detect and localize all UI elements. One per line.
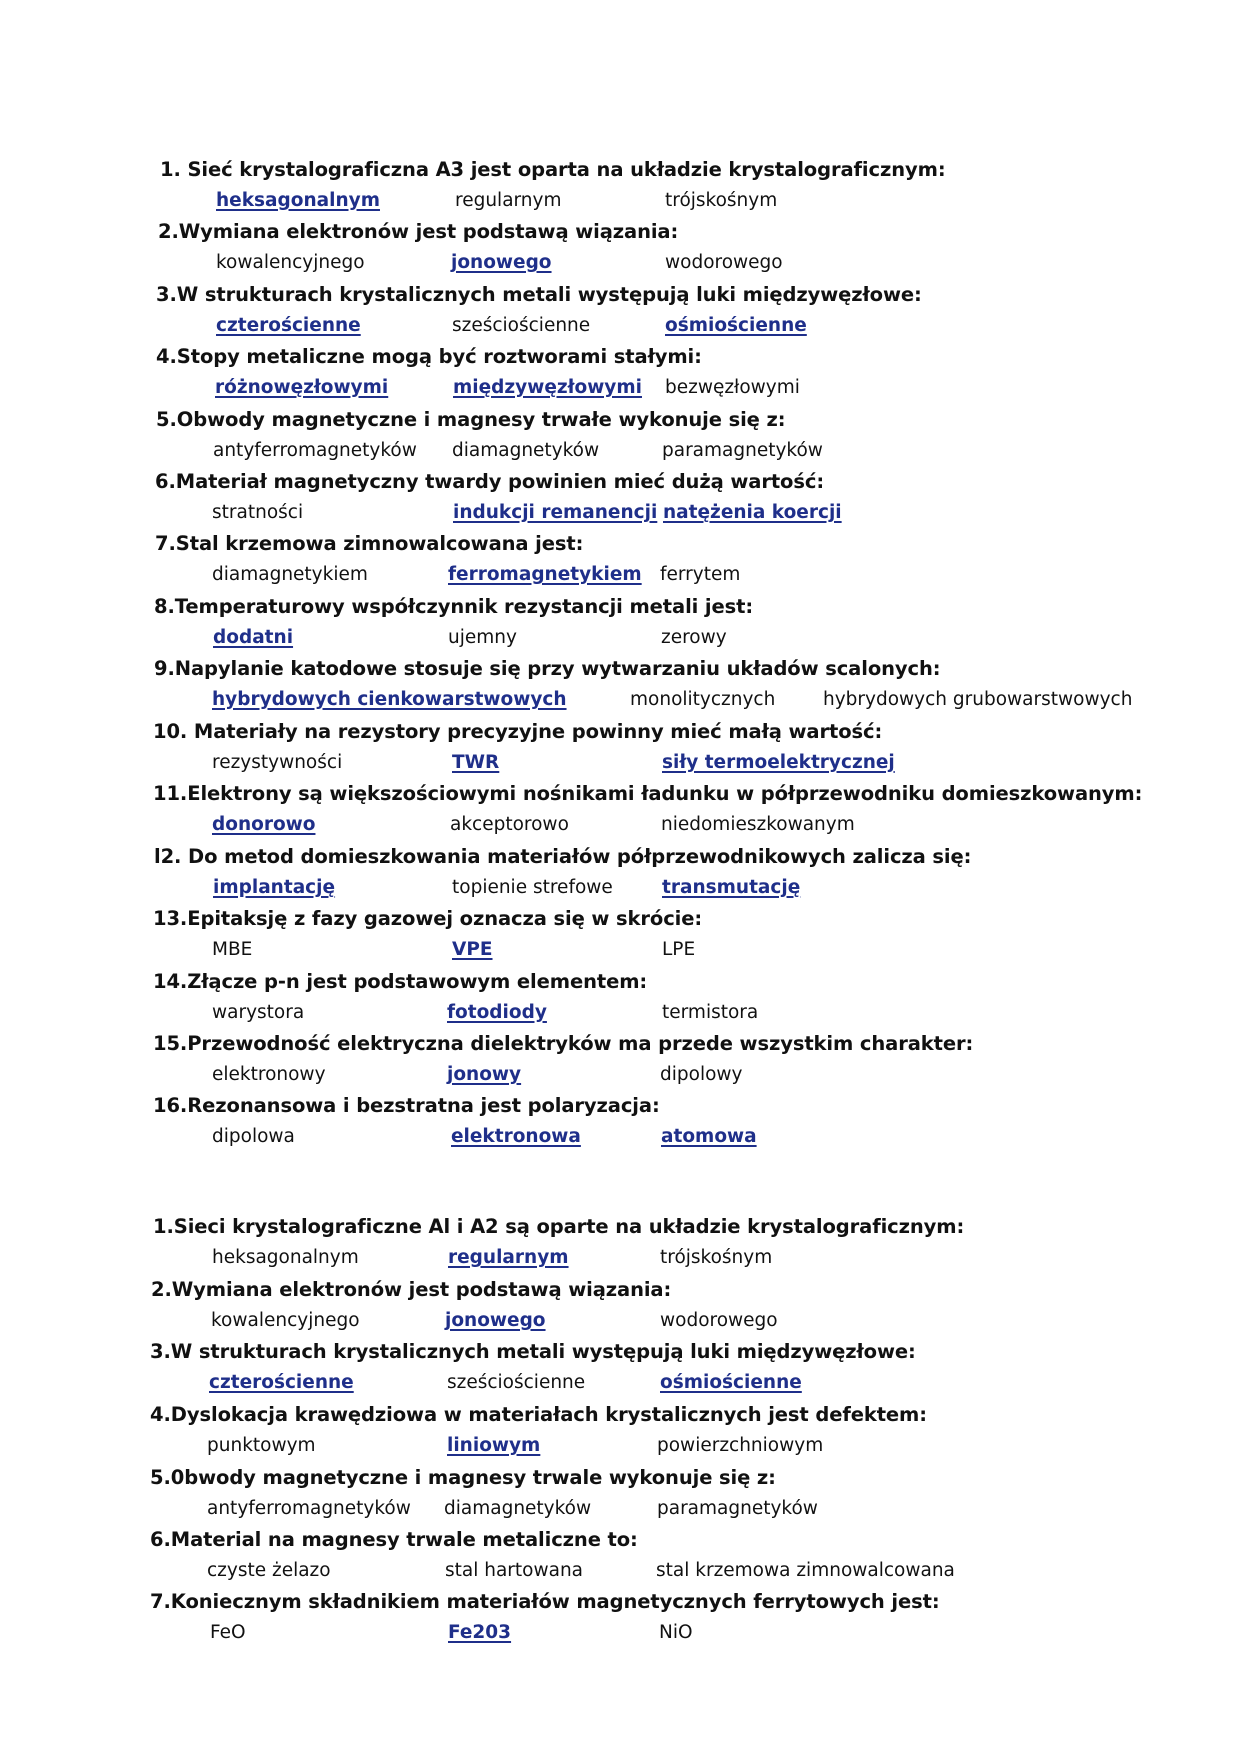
correct-answer-option: atomowa xyxy=(661,1126,757,1147)
question-text: 3.W strukturach krystalicznych metali występują luki międzywęzłowe: xyxy=(150,1340,916,1363)
answer-option: diamagnetyków xyxy=(444,1498,592,1519)
answer-option: akceptorowo xyxy=(450,814,569,835)
answer-option: paramagnetyków xyxy=(657,1498,818,1519)
answer-option: diamagnetyków xyxy=(452,440,600,461)
correct-answer-option: liniowym xyxy=(447,1435,541,1456)
answer-option: MBE xyxy=(212,939,253,960)
question-text: 7.Koniecznym składnikiem materiałów magnetycznych ferrytowych jest: xyxy=(150,1590,940,1613)
question-text: 2.Wymiana elektronów jest podstawą wiązania: xyxy=(151,1278,672,1301)
answer-option: punktowym xyxy=(207,1435,316,1456)
answer-option: powierzchniowym xyxy=(657,1435,824,1456)
answer-option: ferrytem xyxy=(660,564,741,585)
correct-answer-option: różnowęzłowymi xyxy=(215,377,389,398)
question-text: 4.Dyslokacja krawędziowa w materiałach krystalicznych jest defektem: xyxy=(150,1403,927,1426)
answer-option: paramagnetyków xyxy=(662,440,823,461)
correct-answer-option: regularnym xyxy=(448,1247,569,1268)
correct-answer-option: ośmiościenne xyxy=(665,315,807,336)
correct-answer-option: jonowego xyxy=(451,252,552,273)
question-text: 13.Epitaksję z fazy gazowej oznacza się w skrócie: xyxy=(153,907,703,930)
correct-answer-option: czterościenne xyxy=(209,1372,354,1393)
answer-option: topienie strefowe xyxy=(452,877,613,898)
answer-option: diamagnetykiem xyxy=(212,564,368,585)
answer-option: czyste żelazo xyxy=(207,1560,331,1581)
correct-answer-option: siły termoelektrycznej xyxy=(662,752,895,773)
answer-option: LPE xyxy=(662,939,696,960)
question-text: 15.Przewodność elektryczna dielektryków ma przede wszystkim charakter: xyxy=(153,1032,974,1055)
correct-answer-option: TWR xyxy=(452,752,500,773)
answer-option: stratności xyxy=(212,502,304,523)
correct-answer-option: ferromagnetykiem xyxy=(448,564,642,585)
answer-option: warystora xyxy=(212,1002,305,1023)
answer-option: rezystywności xyxy=(212,752,343,773)
answer-option: wodorowego xyxy=(660,1310,778,1331)
correct-answer-option: transmutację xyxy=(662,877,801,898)
question-text: 6.Material na magnesy trwale metaliczne to: xyxy=(150,1528,638,1551)
answer-option: NiO xyxy=(659,1622,693,1643)
answer-option: kowalencyjnego xyxy=(211,1310,360,1331)
answer-option: hybrydowych grubowarstwowych xyxy=(823,689,1133,710)
answer-option: ujemny xyxy=(448,627,517,648)
answer-option: zerowy xyxy=(661,627,727,648)
correct-answer-option: jonowy xyxy=(447,1064,522,1085)
answer-option: antyferromagnetyków xyxy=(207,1498,411,1519)
answer-option: sześciościenne xyxy=(452,315,591,336)
question-text: 14.Złącze p-n jest podstawowym elementem: xyxy=(153,970,648,993)
correct-answer-option: elektronowa xyxy=(451,1126,581,1147)
correct-answer-option: heksagonalnym xyxy=(216,190,380,211)
answer-option: trójskośnym xyxy=(660,1247,773,1268)
question-text: 11.Elektrony są większościowymi nośnikami ładunku w półprzewodniku domieszkowanym: xyxy=(153,782,1143,805)
correct-answer-option: czterościenne xyxy=(216,315,361,336)
correct-answer-option: fotodiody xyxy=(447,1002,547,1023)
correct-answer-option: indukcji remanencji xyxy=(453,502,658,523)
answer-option: bezwęzłowymi xyxy=(665,377,800,398)
question-text: 6.Materiał magnetyczny twardy powinien mieć dużą wartość: xyxy=(155,470,825,493)
question-text: 3.W strukturach krystalicznych metali występują luki międzywęzłowe: xyxy=(156,283,922,306)
correct-answer-option: donorowo xyxy=(212,814,316,835)
question-text: 4.Stopy metaliczne mogą być roztworami stałymi: xyxy=(156,345,702,368)
correct-answer-option: Fe203 xyxy=(448,1622,512,1643)
question-text: 9.Napylanie katodowe stosuje się przy wytwarzaniu układów scalonych: xyxy=(154,657,941,680)
question-text: l2. Do metod domieszkowania materiałów półprzewodnikowych zalicza się: xyxy=(154,845,972,868)
question-text: 8.Temperaturowy współczynnik rezystancji metali jest: xyxy=(154,595,754,618)
question-text: 10. Materiały na rezystory precyzyjne powinny mieć małą wartość: xyxy=(153,720,883,743)
question-text: 5.0bwody magnetyczne i magnesy trwale wykonuje się z: xyxy=(150,1466,776,1489)
answer-option: regularnym xyxy=(455,190,562,211)
correct-answer-option: hybrydowych cienkowarstwowych xyxy=(212,689,567,710)
correct-answer-option: jonowego xyxy=(445,1310,546,1331)
answer-option: monolitycznych xyxy=(630,689,776,710)
question-text: 5.Obwody magnetyczne i magnesy trwałe wykonuje się z: xyxy=(156,408,786,431)
answer-option: FeO xyxy=(210,1622,246,1643)
question-text: 1. Sieć krystalograficzna A3 jest oparta na układzie krystalograficznym: xyxy=(160,158,946,181)
answer-option: sześciościenne xyxy=(447,1372,586,1393)
question-text: 2.Wymiana elektronów jest podstawą wiązania: xyxy=(158,220,679,243)
answer-option: stal hartowana xyxy=(445,1560,584,1581)
answer-option: trójskośnym xyxy=(665,190,778,211)
answer-option: stal krzemowa zimnowalcowana xyxy=(656,1560,955,1581)
correct-answer-option: ośmiościenne xyxy=(660,1372,802,1393)
answer-option: termistora xyxy=(662,1002,759,1023)
question-text: 7.Stal krzemowa zimnowalcowana jest: xyxy=(155,532,584,555)
correct-answer-option: VPE xyxy=(452,939,493,960)
answer-option: antyferromagnetyków xyxy=(213,440,417,461)
answer-option: niedomieszkowanym xyxy=(661,814,855,835)
answer-option: wodorowego xyxy=(665,252,783,273)
correct-answer-option: implantację xyxy=(213,877,336,898)
correct-answer-option: dodatni xyxy=(213,627,294,648)
correct-answer-option: międzywęzłowymi xyxy=(453,377,642,398)
question-text: 16.Rezonansowa i bezstratna jest polaryzacja: xyxy=(153,1094,660,1117)
question-text: 1.Sieci krystalograficzne Al i A2 są oparte na układzie krystalograficznym: xyxy=(153,1215,965,1238)
answer-option: heksagonalnym xyxy=(212,1247,359,1268)
answer-option: kowalencyjnego xyxy=(216,252,365,273)
answer-option: dipolowy xyxy=(660,1064,743,1085)
correct-answer-option: natężenia koercji xyxy=(663,502,842,523)
answer-option: elektronowy xyxy=(212,1064,326,1085)
answer-option: dipolowa xyxy=(212,1126,295,1147)
